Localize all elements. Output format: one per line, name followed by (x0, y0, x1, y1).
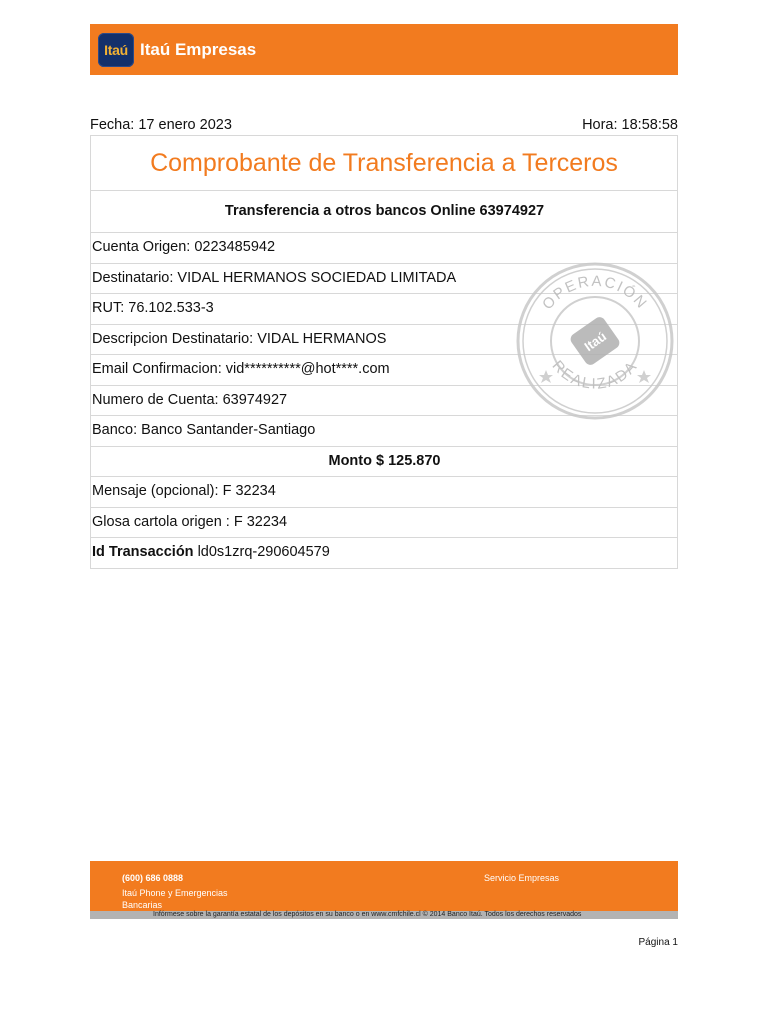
message: Mensaje (opcional): F 32234 (90, 476, 678, 507)
bank: Banco: Banco Santander-Santiago (90, 415, 678, 446)
footer-legal-bar (90, 911, 678, 919)
receipt-title-box (90, 135, 678, 190)
glosa: Glosa cartola origen : F 32234 (90, 507, 678, 538)
receipt-title: Comprobante de Transferencia a Terceros (150, 148, 618, 177)
time: Hora: 18:58:58 (582, 117, 678, 133)
stamp-top-text: OPERACIÓN (539, 272, 652, 313)
footer-service: Servicio Empresas (484, 873, 560, 883)
transaction-id-label: Id Transacción (92, 544, 194, 560)
transaction-id-value: ld0s1zrq-290604579 (197, 544, 330, 560)
transfer-subtitle: Transferencia a otros bancos Online 63974927 (90, 190, 678, 232)
date: Fecha: 17 enero 2023 (90, 117, 232, 133)
footer-bar (90, 861, 678, 911)
recipient-description: Descripcion Destinatario: VIDAL HERMANOS (90, 324, 678, 355)
origin-account: Cuenta Origen: 0223485942 (90, 232, 678, 263)
stamp-logo-icon (568, 315, 621, 367)
footer-phone: (600) 686 0888 (122, 873, 184, 883)
confirmation-email: Email Confirmacion: vid**********@hot****.com (90, 354, 678, 385)
logo-text: Itaú (104, 41, 128, 58)
rut: RUT: 76.102.533-3 (90, 293, 678, 324)
page-number: Página 1 (638, 937, 678, 948)
footer-phone-description: Itaú Phone y Emergencias Bancarias (122, 888, 228, 910)
stamp-star-left-icon (539, 370, 553, 383)
stamp-bottom-text: REALIZADA (548, 357, 642, 393)
transaction-id-row (90, 537, 678, 569)
amount: Monto $ 125.870 (90, 446, 678, 477)
stamp-star-right-icon (637, 370, 651, 383)
account-number: Numero de Cuenta: 63974927 (90, 385, 678, 416)
header-bar (90, 24, 678, 75)
itau-logo (98, 33, 134, 67)
footer-legal-text: Infórmese sobre la garantía estatal de los depósitos en su banco o en www.cmfchile.cl © 2014 Banco Itaú. Todos los derechos reservados (153, 911, 582, 918)
date-time-row (90, 115, 678, 135)
header-title: Itaú Empresas (140, 39, 257, 59)
svg-text:Itaú: Itaú (581, 328, 610, 355)
operation-completed-stamp (516, 262, 674, 420)
recipient: Destinatario: VIDAL HERMANOS SOCIEDAD LIMITADA (90, 263, 678, 294)
